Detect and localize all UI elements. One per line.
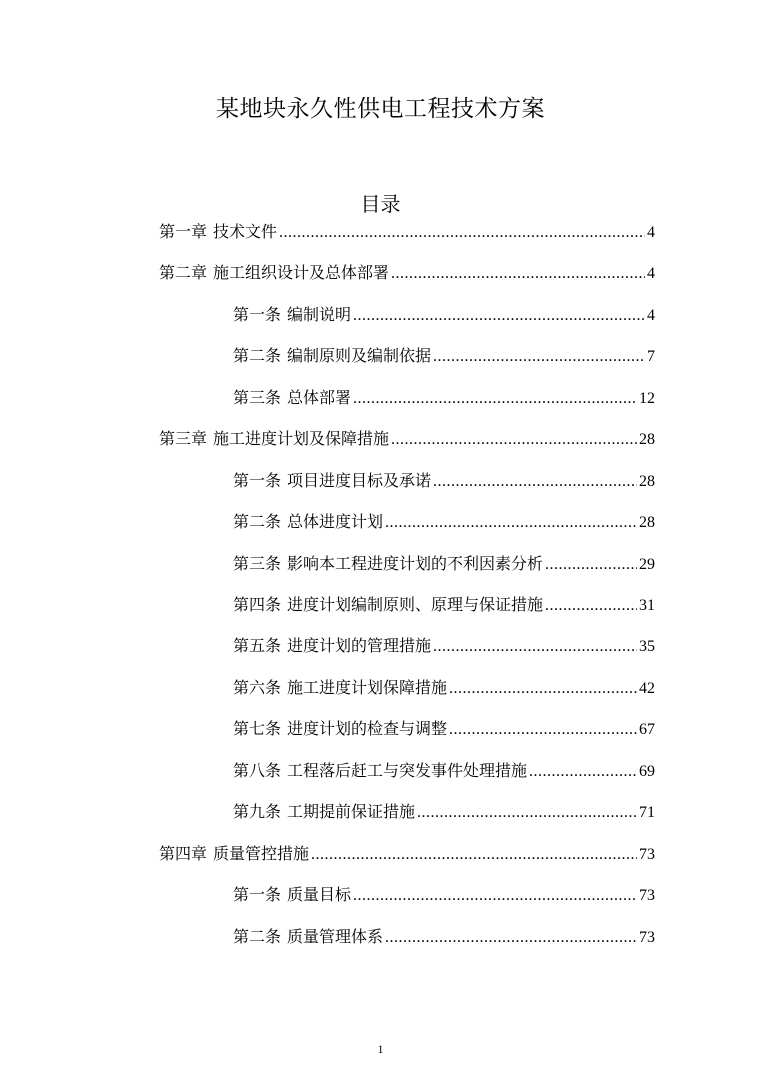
toc-entry-section[interactable] xyxy=(233,593,655,617)
toc-entry-chapter-2[interactable] xyxy=(159,261,655,285)
toc-entry-section[interactable] xyxy=(233,925,655,949)
toc-entry-number: 第四章 xyxy=(159,844,208,863)
toc-entry-title: 施工进度计划及保障措施 xyxy=(213,429,390,448)
toc-entry-page: 35 xyxy=(639,638,655,655)
toc-entry-section[interactable] xyxy=(233,303,655,327)
toc-entry-number: 第二条 xyxy=(233,512,282,531)
toc-entry-number: 第三条 xyxy=(233,554,282,573)
toc-entry-page: 69 xyxy=(639,763,655,780)
toc-entry-number: 第六条 xyxy=(233,678,282,697)
toc-entry-title: 总体部署 xyxy=(287,388,352,407)
toc-entry-number: 第一条 xyxy=(233,885,282,904)
toc-entry-section[interactable] xyxy=(233,676,655,700)
toc-entry-section[interactable] xyxy=(233,800,655,824)
toc-entry-number: 第八条 xyxy=(233,761,282,780)
dot-leader xyxy=(545,553,637,577)
toc-entry-page: 31 xyxy=(639,597,655,614)
toc-entry-section[interactable] xyxy=(233,552,655,576)
toc-entry-page: 42 xyxy=(639,680,655,697)
toc-entry-page: 28 xyxy=(639,473,655,490)
toc-entry-number: 第三条 xyxy=(233,388,282,407)
toc-entry-page: 4 xyxy=(647,224,655,241)
toc-entry-page: 73 xyxy=(639,929,655,946)
toc-entry-section[interactable] xyxy=(233,759,655,783)
toc-entry-page: 29 xyxy=(639,556,655,573)
dot-leader xyxy=(353,387,637,411)
toc-entry-number: 第二条 xyxy=(233,927,282,946)
toc-entry-section[interactable] xyxy=(233,717,655,741)
toc-entry-title: 质量管控措施 xyxy=(213,844,310,863)
toc-entry-title: 项目进度目标及承诺 xyxy=(287,471,432,490)
dot-leader xyxy=(449,718,637,742)
toc-entry-number: 第三章 xyxy=(159,429,208,448)
document-title: 某地块永久性供电工程技术方案 xyxy=(216,96,545,122)
toc-entry-title: 编制说明 xyxy=(287,305,352,324)
dot-leader xyxy=(433,470,637,494)
toc-entry-chapter-1[interactable] xyxy=(159,220,655,244)
toc-entry-title: 进度计划编制原则、原理与保证措施 xyxy=(287,595,544,614)
toc-entry-section[interactable] xyxy=(233,386,655,410)
dot-leader xyxy=(433,345,645,369)
toc-entry-page: 73 xyxy=(639,846,655,863)
toc-entry-number: 第五条 xyxy=(233,636,282,655)
toc-entry-page: 4 xyxy=(647,265,655,282)
toc-entry-title: 进度计划的管理措施 xyxy=(287,636,432,655)
toc-entry-title: 总体进度计划 xyxy=(287,512,384,531)
toc-entry-section[interactable] xyxy=(233,344,655,368)
toc-entry-title: 影响本工程进度计划的不利因素分析 xyxy=(287,554,544,573)
toc-entry-number: 第二章 xyxy=(159,263,208,282)
toc-entry-number: 第七条 xyxy=(233,719,282,738)
toc-entry-page: 28 xyxy=(639,514,655,531)
toc-entry-title: 进度计划的检查与调整 xyxy=(287,719,448,738)
toc-entry-section[interactable] xyxy=(233,634,655,658)
toc-entry-page: 28 xyxy=(639,431,655,448)
dot-leader xyxy=(433,635,637,659)
toc-entry-number: 第四条 xyxy=(233,595,282,614)
toc-entry-title: 施工组织设计及总体部署 xyxy=(213,263,390,282)
toc-entry-title: 工程落后赶工与突发事件处理措施 xyxy=(287,761,528,780)
toc-entry-title: 施工进度计划保障措施 xyxy=(287,678,448,697)
toc-entry-section[interactable] xyxy=(233,510,655,534)
toc-entry-title: 技术文件 xyxy=(213,222,278,241)
toc-entry-page: 12 xyxy=(639,390,655,407)
toc-entry-number: 第九条 xyxy=(233,802,282,821)
dot-leader xyxy=(417,801,637,825)
toc-entry-chapter-3[interactable] xyxy=(159,427,655,451)
toc-entry-number: 第一条 xyxy=(233,471,282,490)
toc-heading: 目录 xyxy=(360,192,401,216)
toc-entry-title: 编制原则及编制依据 xyxy=(287,346,432,365)
toc-entry-title: 工期提前保证措施 xyxy=(287,802,416,821)
toc-entry-section[interactable] xyxy=(233,469,655,493)
dot-leader xyxy=(391,428,637,452)
dot-leader xyxy=(353,884,637,908)
dot-leader xyxy=(353,304,645,328)
dot-leader xyxy=(391,262,645,286)
toc-entry-page: 71 xyxy=(639,804,655,821)
dot-leader xyxy=(279,221,645,245)
toc-entry-title: 质量目标 xyxy=(287,885,352,904)
dot-leader xyxy=(311,843,637,867)
dot-leader xyxy=(449,677,637,701)
toc-entry-chapter-4[interactable] xyxy=(159,842,655,866)
toc-entry-number: 第二条 xyxy=(233,346,282,365)
toc-entry-page: 4 xyxy=(647,307,655,324)
dot-leader xyxy=(385,511,637,535)
toc-entry-page: 7 xyxy=(647,348,655,365)
toc-entry-title: 质量管理体系 xyxy=(287,927,384,946)
toc-entry-number: 第一章 xyxy=(159,222,208,241)
toc-entry-page: 73 xyxy=(639,887,655,904)
toc-entry-section[interactable] xyxy=(233,883,655,907)
dot-leader xyxy=(545,594,637,618)
dot-leader xyxy=(385,926,637,950)
page-number: 1 xyxy=(377,1042,384,1056)
toc-entry-number: 第一条 xyxy=(233,305,282,324)
dot-leader xyxy=(529,760,637,784)
toc-entry-page: 67 xyxy=(639,721,655,738)
